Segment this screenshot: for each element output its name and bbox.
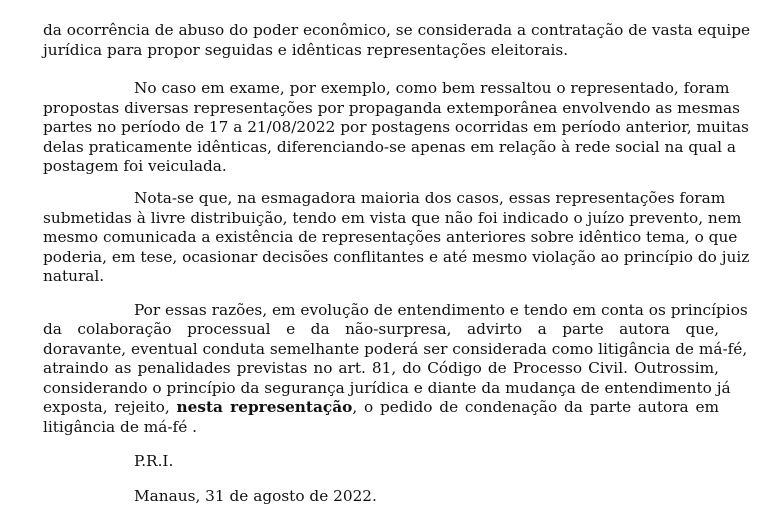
paragraph-4-line-5: considerando o princípio da segurança jurídica e diante da mudança de entendimento já [43,379,731,397]
paragraph-2-line-1: No caso em exame, por exemplo, como bem ressaltou o representado, foram [134,79,730,97]
line-6-text-after: , o pedido de condenação da parte autora em [352,398,720,416]
line-6-text-before: exposta, rejeito, [43,398,170,416]
place-and-date: Manaus, 31 de agosto de 2022. [134,487,377,505]
bold-emphasis: nesta representação [176,398,353,416]
paragraph-3-line-3: mesmo comunicada a existência de representações anteriores sobre idêntico tema, o que [43,228,738,246]
paragraph-3-line-4: poderia, em tese, ocasionar decisões conflitantes e até mesmo violação ao princípio do juiz [43,248,750,266]
paragraph-2-line-4: delas praticamente idênticas, diferenciando-se apenas em relação à rede social na qual a [43,138,736,156]
paragraph-4-line-2: da colaboração processual e da não-surpresa, advirto a parte autora que, [43,320,719,338]
paragraph-2-line-2: propostas diversas representações por propaganda extemporânea envolvendo as mesmas [43,99,741,117]
paragraph-4-line-6 [43,397,719,417]
paragraph-2-line-5: postagem foi veiculada. [43,157,227,175]
paragraph-4-line-7: litigância de má-fé . [43,418,197,436]
paragraph-4-line-4: atraindo as penalidades previstas no art. 81, do Código de Processo Civil. Outrossim, [43,359,719,377]
paragraph-1-line-1: da ocorrência de abuso do poder econômico, se considerada a contratação de vasta equipe [43,21,751,39]
pri-closing: P.R.I. [134,452,174,470]
paragraph-4-line-1: Por essas razões, em evolução de entendimento e tendo em conta os princípios [134,301,748,319]
paragraph-3-line-5: natural. [43,267,105,285]
paragraph-2-line-3: partes no período de 17 a 21/08/2022 por postagens ocorridas em período anterior, muitas [43,118,749,136]
paragraph-1-line-2: jurídica para propor seguidas e idênticas representações eleitorais. [43,41,569,59]
paragraph-3-line-2: submetidas à livre distribuição, tendo em vista que não foi indicado o juízo prevento, nem [43,209,742,227]
paragraph-4-line-3: doravante, eventual conduta semelhante poderá ser considerada como litigância de má-fé, [43,340,748,358]
paragraph-3-line-1: Nota-se que, na esmagadora maioria dos casos, essas representações foram [134,189,726,207]
